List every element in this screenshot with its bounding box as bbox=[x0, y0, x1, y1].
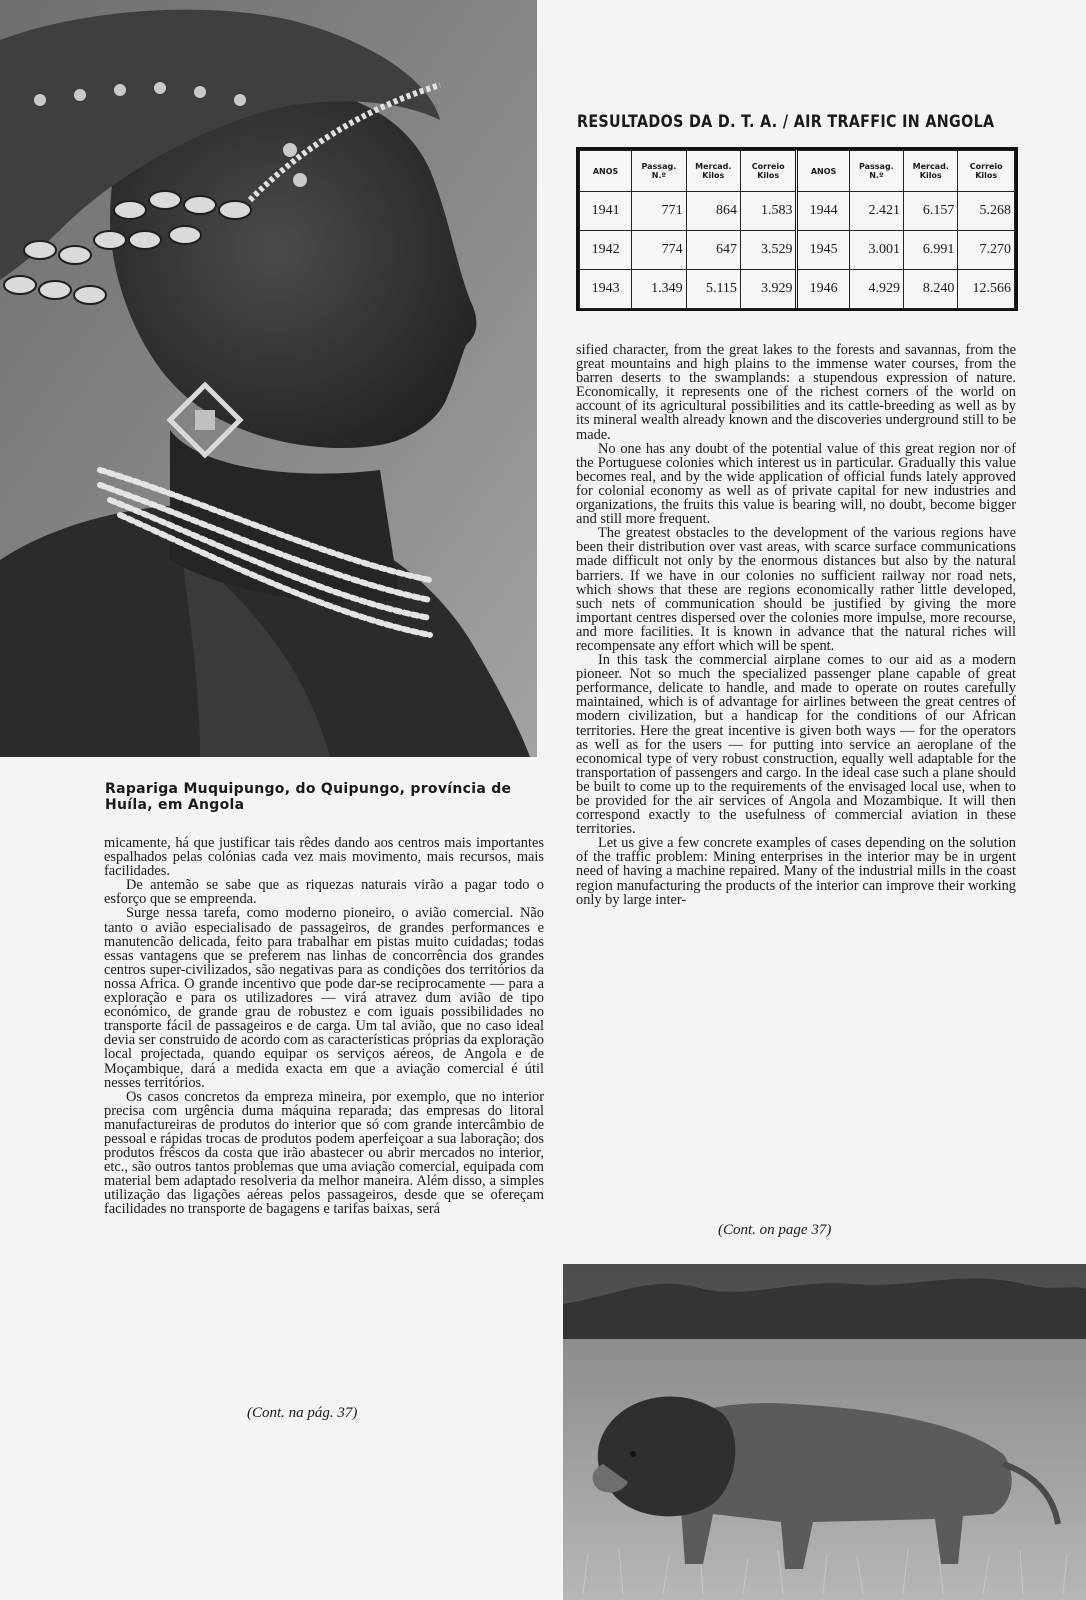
cell-cargo: 8.240 bbox=[904, 270, 958, 309]
en-paragraph: In this task the commercial airplane comes to our aid as a modern pioneer. Not so much the specialized passenger plane capable of great performance, delicate to handle, and made to operate on routes carefully maintained, which is of advantage for airlines between the great centres of modern civilization, but a handicap for the conditions of our African territories. Here the great incentive is given both ways — for the operators as well as for the users — for putting into service an aeroplane of the economical type of very robust construction, equally well adaptable for the transportation of passengers and cargo. In the ideal case such a plane should be built to come up to the requirements of the envisaged local use, when to be provided for the air services of Angola and Mozambique. It will then correspond exactly to the usefulness of commercial aviation in these territories. bbox=[576, 652, 1016, 838]
table-header-row bbox=[580, 151, 1015, 192]
portrait-caption: Rapariga Muquipungo, do Quipungo, província de Huíla, em Angola bbox=[105, 781, 512, 813]
header-cargo: Mercad. Kilos bbox=[904, 151, 958, 192]
pt-paragraph: micamente, há que justificar tais rêdes dando aos centros mais importantes espalhados pelas colónias cada vez mais movimento, mais recursos, mais facilidades. bbox=[104, 835, 544, 880]
cell-year: 1943 bbox=[580, 270, 632, 309]
table-row bbox=[580, 231, 1015, 270]
cell-year: 1942 bbox=[580, 231, 632, 270]
cell-passengers: 2.421 bbox=[849, 192, 903, 231]
cell-passengers: 771 bbox=[632, 192, 686, 231]
cell-passengers: 3.001 bbox=[849, 231, 903, 270]
en-paragraph: The greatest obstacles to the development of the various regions have been their distribution over vast areas, with scarce surface communications made difficult not only by the enormous distances but also by the natural barriers. If we have in our colonies no sufficient railway nor road nets, which shows that these are regions economically rather little developed, such nets of communication should be justified by giving the more important centres dispersed over the colonies more impulse, more recourse, and more facilities. It is known in advance that the natural riches will recompensate any effort which will be spent. bbox=[576, 525, 1016, 654]
en-paragraph: sified character, from the great lakes to the forests and savannas, from the great mountains and high plains to the immense water courses, from the barren deserts to the swamplands: a stupendous expression of nature. Economically, it represents one of the richest corners of the world on account of its agricultural possibilities and its cattle-breeding as well as by its mineral wealth already known and the discoveries underground still to be made. bbox=[576, 342, 1016, 443]
header-cargo: Mercad. Kilos bbox=[686, 151, 740, 192]
cell-passengers: 4.929 bbox=[849, 270, 903, 309]
header-mail: Correio Kilos bbox=[958, 151, 1015, 192]
pt-continuation-note: (Cont. na pág. 37) bbox=[247, 1405, 358, 1421]
cell-year: 1945 bbox=[797, 231, 849, 270]
pt-paragraph: De antemão se sabe que as riquezas naturais virão a pagar todo o esforço que se empreenda. bbox=[104, 877, 544, 908]
portuguese-text-column bbox=[104, 836, 544, 1217]
cell-mail: 3.929 bbox=[740, 270, 797, 309]
air-traffic-table bbox=[576, 147, 1018, 311]
cell-passengers: 774 bbox=[632, 231, 686, 270]
table-title: RESULTADOS DA D. T. A. / AIR TRAFFIC IN ANGOLA bbox=[577, 112, 995, 132]
header-passengers: Passag. N.º bbox=[849, 151, 903, 192]
table-row bbox=[580, 270, 1015, 309]
cell-cargo: 647 bbox=[686, 231, 740, 270]
pt-paragraph: Os casos concretos da empreza mineira, por exemplo, que no interior precisa com urgência duma máquina reparada; das empresas do litoral manufactureiras de produtos do interior que só com grande intercâmbio de pessoal e rápidas trocas de produtos podem aperfeiçoar a sua laboração; dos produtos frêscos da costa que irão abastecer ou abrir mercados no interior, etc., são outros tantos problemas que uma aviação comercial, equipada com material bem adaptado resolveria da melhor maneira. Além disso, a simples utilização das ligações aéreas pelos passageiros, desde que se ofereçam facilidades no transporte de bagagens e tarifas baixas, será bbox=[104, 1088, 544, 1218]
cell-cargo: 864 bbox=[686, 192, 740, 231]
cell-mail: 7.270 bbox=[958, 231, 1015, 270]
header-mail: Correio Kilos bbox=[740, 151, 797, 192]
cell-year: 1944 bbox=[797, 192, 849, 231]
en-continuation-note: (Cont. on page 37) bbox=[718, 1222, 832, 1238]
en-paragraph: No one has any doubt of the potential value of this great region nor of the Portuguese colonies which interest us in particular. Gradually this value becomes real, and by the wide application of official funds lately approved for colonial economy as well as of private capital for new industries and organizations, the fruits this value is bearing will, no doubt, become bigger and still more frequent. bbox=[576, 440, 1016, 528]
cell-mail: 1.583 bbox=[740, 192, 797, 231]
cell-year: 1946 bbox=[797, 270, 849, 309]
cell-passengers: 1.349 bbox=[632, 270, 686, 309]
english-text-column bbox=[576, 343, 1016, 907]
pt-paragraph: Surge nessa tarefa, como moderno pioneiro, o avião comercial. Não tanto o avião especialisado de passageiros, de grandes performances e manutencão delicada, feito para trabalhar em pistas muito cuidadas; todas essas vantagens que se preferem nas linhas de concorrência dos grandes centros super-civilizados, são negativas para as condições dos territórios da nossa Africa. O grande incentivo que pode dar-se reciprocamente — para a exploração e para os utilizadores — virá atravez dum avião de tipo económico, de grande grau de robustez e com iguais possibilidades no transporte fácil de passageiros e de carga. Um tal avião, que no caso ideal devia ser construido de acordo com as características próprias da exploração local projectada, quando equipar os serviços aéreos, de Angola e de Moçambique, dará a medida exacta em que a aviação comercial é útil nesses territórios. bbox=[104, 905, 544, 1091]
lion-photo bbox=[563, 1264, 1086, 1600]
portrait-photo bbox=[0, 0, 537, 757]
header-year: ANOS bbox=[797, 151, 849, 192]
en-paragraph: Let us give a few concrete examples of cases depending on the solution of the traffic problem: Mining enterprises in the interior may be in urgent need of having a machine repaired. Many of the industrial mills in the coast region manufacturing the products of the interior can improve their working only by large inter- bbox=[576, 835, 1016, 908]
cell-cargo: 6.157 bbox=[904, 192, 958, 231]
cell-year: 1941 bbox=[580, 192, 632, 231]
header-year: ANOS bbox=[580, 151, 632, 192]
table-row bbox=[580, 192, 1015, 231]
cell-cargo: 6.991 bbox=[904, 231, 958, 270]
header-passengers: Passag. N.º bbox=[632, 151, 686, 192]
cell-mail: 12.566 bbox=[958, 270, 1015, 309]
cell-mail: 5.268 bbox=[958, 192, 1015, 231]
cell-mail: 3.529 bbox=[740, 231, 797, 270]
cell-cargo: 5.115 bbox=[686, 270, 740, 309]
